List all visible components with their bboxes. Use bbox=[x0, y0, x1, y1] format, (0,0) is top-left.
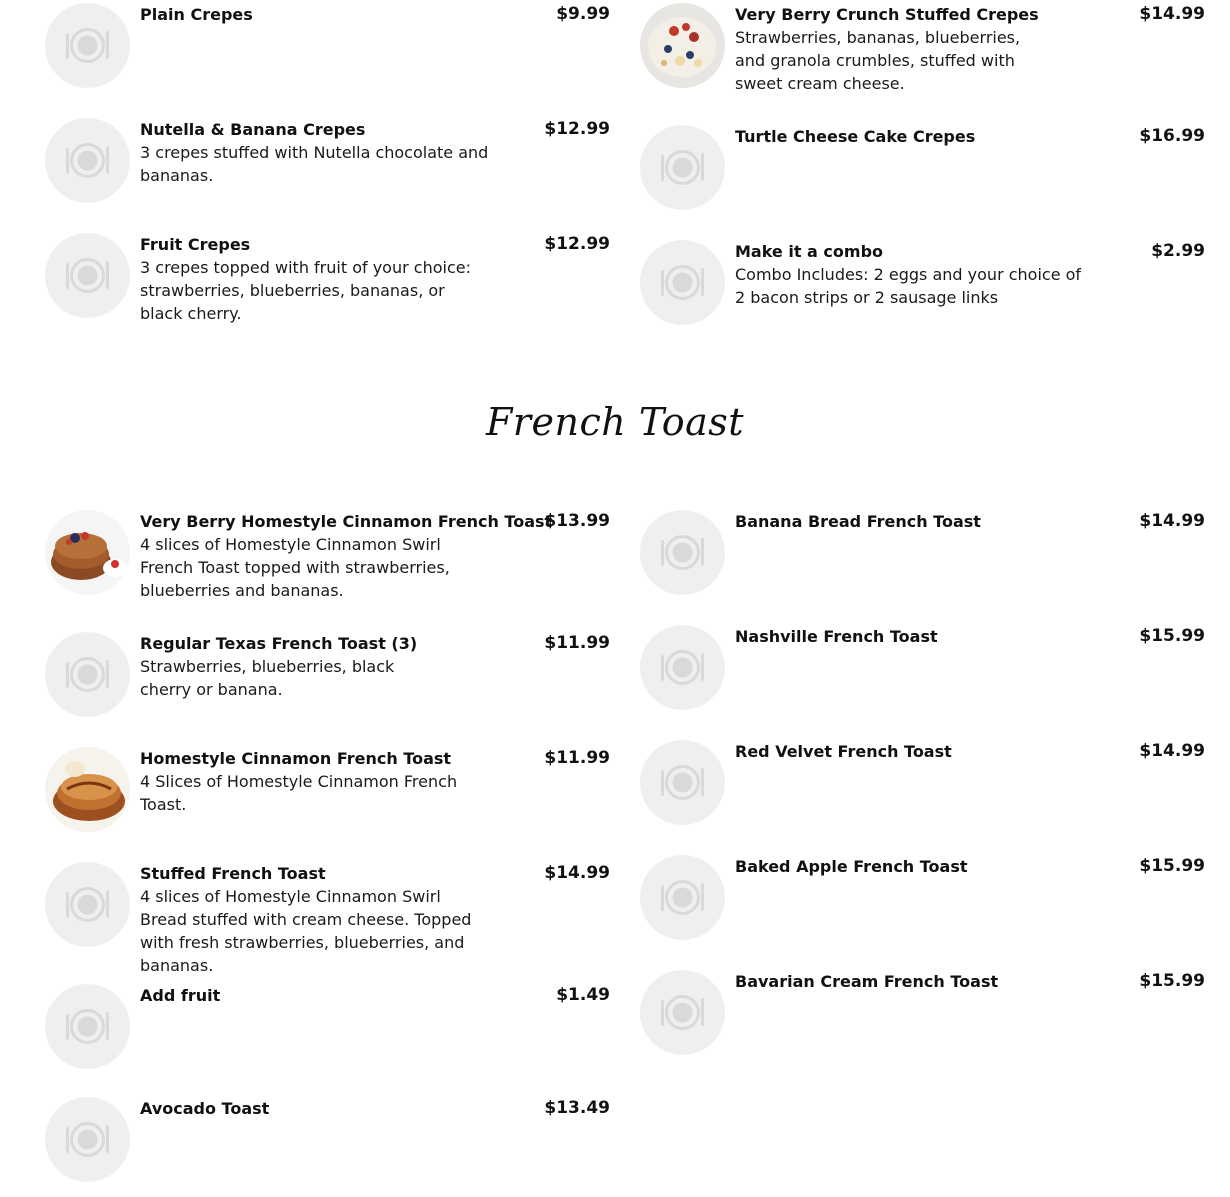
item-description: Combo Includes: 2 eggs and your choice of 2 bacon strips or 2 sausage links bbox=[735, 265, 1082, 307]
item-name: Plain Crepes bbox=[140, 5, 253, 24]
plate-fork-knife-icon bbox=[45, 984, 130, 1069]
item-name: Stuffed French Toast bbox=[140, 864, 326, 883]
menu-item[interactable] bbox=[640, 125, 1205, 225]
item-name: Fruit Crepes bbox=[140, 235, 251, 254]
item-name: Banana Bread French Toast bbox=[735, 512, 981, 531]
item-price: $11.99 bbox=[544, 748, 610, 768]
item-price: $14.99 bbox=[1139, 741, 1205, 761]
menu-item[interactable] bbox=[45, 1097, 610, 1197]
item-description: 4 slices of Homestyle Cinnamon Swirl Bread stuffed with cream cheese. Topped with fresh strawberries, blueberries, and bananas. bbox=[140, 887, 472, 975]
menu-item[interactable] bbox=[640, 740, 1205, 840]
item-price: $1.49 bbox=[556, 985, 610, 1005]
plate-fork-knife-icon bbox=[640, 740, 725, 825]
item-name: Very Berry Crunch Stuffed Crepes bbox=[735, 5, 1039, 24]
item-name: Make it a combo bbox=[735, 242, 884, 261]
plate-fork-knife-icon bbox=[640, 970, 725, 1055]
item-name: Regular Texas French Toast (3) bbox=[140, 634, 418, 653]
plate-fork-knife-icon bbox=[640, 855, 725, 940]
plate-fork-knife-icon bbox=[640, 625, 725, 710]
item-price: $14.99 bbox=[1139, 511, 1205, 531]
menu-item[interactable] bbox=[45, 632, 610, 732]
item-price: $12.99 bbox=[544, 119, 610, 139]
item-price: $2.99 bbox=[1151, 241, 1205, 261]
item-price: $15.99 bbox=[1139, 971, 1205, 991]
plate-fork-knife-icon bbox=[640, 240, 725, 325]
menu-item[interactable] bbox=[45, 118, 610, 218]
item-name: Baked Apple French Toast bbox=[735, 857, 968, 876]
menu-item[interactable] bbox=[45, 510, 610, 610]
menu-item[interactable] bbox=[45, 3, 610, 103]
plate-fork-knife-icon bbox=[45, 1097, 130, 1182]
plate-fork-knife-icon bbox=[45, 632, 130, 717]
plate-fork-knife-icon bbox=[45, 862, 130, 947]
menu-item[interactable] bbox=[640, 970, 1205, 1070]
item-description: 4 Slices of Homestyle Cinnamon French Toast. bbox=[140, 772, 458, 814]
item-price: $15.99 bbox=[1139, 626, 1205, 646]
item-name: Bavarian Cream French Toast bbox=[735, 972, 999, 991]
menu-item[interactable] bbox=[640, 855, 1205, 955]
item-price: $14.99 bbox=[1139, 4, 1205, 24]
item-price: $9.99 bbox=[556, 4, 610, 24]
item-name: Turtle Cheese Cake Crepes bbox=[735, 127, 976, 146]
item-description: Strawberries, bananas, blueberries, and granola crumbles, stuffed with sweet cream cheese. bbox=[735, 28, 1021, 93]
item-price: $16.99 bbox=[1139, 126, 1205, 146]
menu-item[interactable] bbox=[640, 625, 1205, 725]
french-toast-berry-photo bbox=[45, 510, 130, 595]
menu-item[interactable] bbox=[45, 747, 610, 847]
item-description: 4 slices of Homestyle Cinnamon Swirl French Toast topped with strawberries, blueberries and bananas. bbox=[140, 535, 450, 600]
item-description: Strawberries, blueberries, black cherry or banana. bbox=[140, 657, 395, 699]
item-name: Nashville French Toast bbox=[735, 627, 938, 646]
section-title: French Toast bbox=[485, 400, 745, 444]
plate-fork-knife-icon bbox=[45, 118, 130, 203]
item-price: $12.99 bbox=[544, 234, 610, 254]
plate-fork-knife-icon bbox=[640, 510, 725, 595]
cinnamon-toast-photo bbox=[45, 747, 130, 832]
item-price: $11.99 bbox=[544, 633, 610, 653]
item-name: Very Berry Homestyle Cinnamon French Toast bbox=[140, 512, 553, 531]
item-price: $13.49 bbox=[544, 1098, 610, 1118]
item-price: $14.99 bbox=[544, 863, 610, 883]
item-name: Homestyle Cinnamon French Toast bbox=[140, 749, 452, 768]
menu-item[interactable] bbox=[45, 233, 610, 333]
menu-item[interactable] bbox=[45, 984, 610, 1084]
item-price: $15.99 bbox=[1139, 856, 1205, 876]
menu-item[interactable] bbox=[45, 862, 610, 975]
item-description: 3 crepes stuffed with Nutella chocolate and bananas. bbox=[140, 143, 489, 185]
menu-item[interactable] bbox=[640, 3, 1205, 103]
berry-crepe-photo bbox=[640, 3, 725, 88]
item-name: Avocado Toast bbox=[140, 1099, 270, 1118]
plate-fork-knife-icon bbox=[640, 125, 725, 210]
menu-item[interactable] bbox=[640, 510, 1205, 610]
item-name: Nutella & Banana Crepes bbox=[140, 120, 366, 139]
item-price: $13.99 bbox=[544, 511, 610, 531]
plate-fork-knife-icon bbox=[45, 3, 130, 88]
plate-fork-knife-icon bbox=[45, 233, 130, 318]
item-description: 3 crepes topped with fruit of your choice: strawberries, blueberries, bananas, or black cherry. bbox=[140, 258, 471, 323]
item-name: Red Velvet French Toast bbox=[735, 742, 952, 761]
menu-item[interactable] bbox=[640, 240, 1205, 340]
item-name: Add fruit bbox=[140, 986, 221, 1005]
